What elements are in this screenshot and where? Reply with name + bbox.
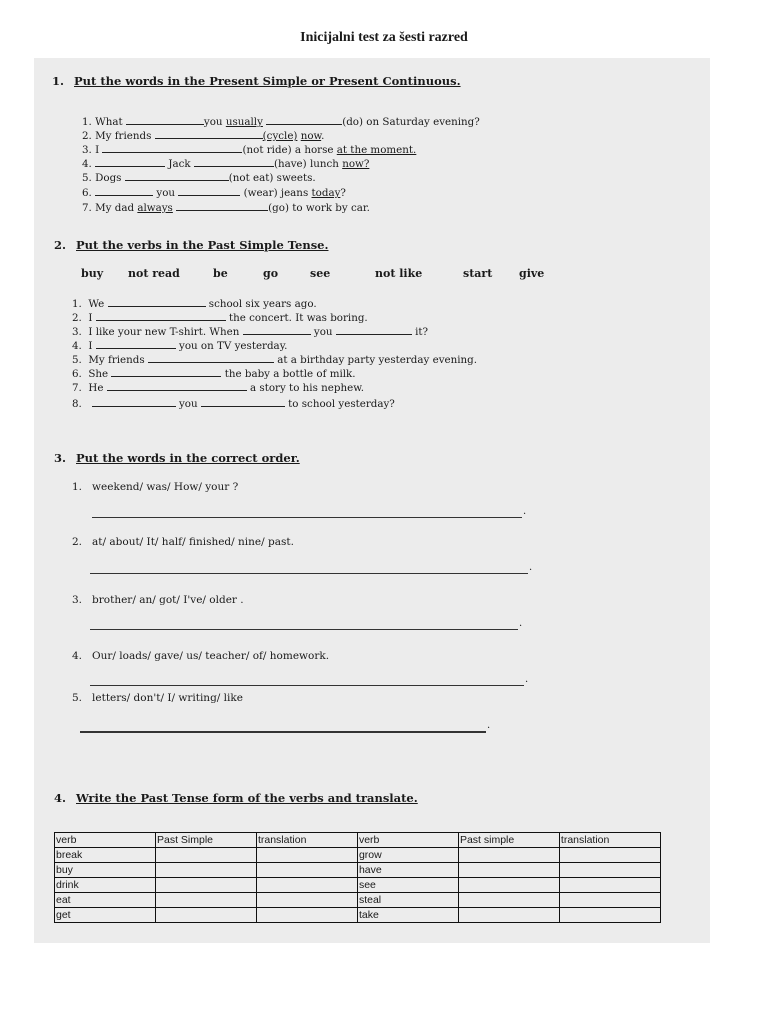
answer-period: . [525, 674, 529, 685]
translation-cell[interactable] [559, 848, 660, 863]
answer-blank[interactable] [194, 156, 274, 167]
answer-blank[interactable] [155, 128, 263, 139]
answer-period: . [487, 720, 491, 731]
verb-cell: drink [55, 878, 156, 893]
translation-cell[interactable] [559, 908, 660, 923]
answer-blank[interactable] [96, 338, 176, 349]
s3-item-3: 3. brother/ an/ got/ I've/ older . [72, 594, 244, 606]
table-row [55, 848, 661, 863]
section1-number: 1. [52, 74, 65, 88]
s1-item-6: 6. you (wear) jeans today? [82, 187, 346, 199]
past-simple-cell[interactable] [458, 908, 559, 923]
verb-cell: break [55, 848, 156, 863]
answer-blank[interactable] [95, 185, 153, 196]
section1-title: Put the words in the Present Simple or Present Continuous. [74, 74, 461, 88]
s1-item-3: 3. I (not ride) a horse at the moment. [82, 144, 417, 156]
s1-item-5: 5. Dogs (not eat) sweets. [82, 172, 316, 184]
translation-cell[interactable] [256, 863, 357, 878]
answer-blank[interactable] [95, 156, 165, 167]
answer-blank[interactable] [243, 324, 311, 335]
answer-blank[interactable] [266, 114, 342, 125]
table-header-cell: Past Simple [155, 833, 256, 848]
verb-cell: take [357, 908, 458, 923]
s2-item-5: 5. My friends at a birthday party yesterday evening. [72, 354, 478, 366]
section4-title: Write the Past Tense form of the verbs and translate. [76, 791, 418, 805]
word-bank-item: not like [375, 267, 423, 280]
section3-title: Put the words in the correct order. [76, 451, 300, 465]
s3-item-1: 1. weekend/ was/ How/ your ? [72, 481, 239, 493]
table-header-cell: verb [55, 833, 156, 848]
answer-blank[interactable] [102, 142, 242, 153]
answer-blank[interactable] [201, 396, 285, 407]
verb-cell: have [357, 863, 458, 878]
s1-item-7: 7. My dad always (go) to work by car. [82, 202, 370, 214]
translation-cell[interactable] [256, 848, 357, 863]
word-bank-item: be [213, 267, 228, 280]
section4-number: 4. [54, 791, 67, 805]
table-row [55, 878, 661, 893]
verb-cell: see [357, 878, 458, 893]
table-row [55, 863, 661, 878]
past-simple-cell[interactable] [155, 893, 256, 908]
section2-title: Put the verbs in the Past Simple Tense. [76, 238, 329, 252]
s2-item-6: 6. She the baby a bottle of milk. [72, 368, 356, 380]
answer-blank[interactable] [125, 170, 229, 181]
section3-heading [54, 451, 300, 465]
table-header-cell: translation [256, 833, 357, 848]
table-row [55, 893, 661, 908]
answer-blank[interactable] [178, 185, 240, 196]
answer-blank[interactable] [336, 324, 412, 335]
s3-item-2: 2. at/ about/ It/ half/ finished/ nine/ past. [72, 536, 294, 548]
section2-heading [54, 238, 328, 252]
verb-table [54, 832, 661, 923]
s1-item-4: 4. Jack (have) lunch now? [82, 158, 370, 170]
translation-cell[interactable] [559, 863, 660, 878]
section2-number: 2. [54, 238, 67, 252]
translation-cell[interactable] [256, 893, 357, 908]
word-bank-item: see [310, 267, 331, 280]
s2-item-1: 1. We school six years ago. [72, 298, 317, 310]
table-header-cell: verb [357, 833, 458, 848]
word-bank-item: give [519, 267, 545, 280]
verb-cell: steal [357, 893, 458, 908]
answer-line[interactable] [92, 517, 522, 518]
answer-blank[interactable] [126, 114, 204, 125]
translation-cell[interactable] [256, 908, 357, 923]
past-simple-cell[interactable] [155, 908, 256, 923]
table-header-cell: translation [559, 833, 660, 848]
s2-item-7: 7. He a story to his nephew. [72, 382, 365, 394]
s2-item-4: 4. I you on TV yesterday. [72, 340, 288, 352]
answer-blank[interactable] [176, 200, 268, 211]
answer-blank[interactable] [108, 296, 206, 307]
verb-cell: grow [357, 848, 458, 863]
translation-cell[interactable] [559, 893, 660, 908]
s2-item-3: 3. I like your new T-shirt. When you it? [72, 326, 429, 338]
answer-line[interactable] [90, 629, 518, 630]
word-bank-item: buy [81, 267, 104, 280]
past-simple-cell[interactable] [458, 893, 559, 908]
verb-cell: get [55, 908, 156, 923]
s3-item-4: 4. Our/ loads/ gave/ us/ teacher/ of/ homework. [72, 650, 330, 662]
past-simple-cell[interactable] [458, 878, 559, 893]
word-bank-item: start [463, 267, 493, 280]
answer-period: . [523, 506, 527, 517]
answer-period: . [529, 562, 533, 573]
translation-cell[interactable] [256, 878, 357, 893]
past-simple-cell[interactable] [458, 863, 559, 878]
table-header-row [55, 833, 661, 848]
section1-heading [52, 74, 461, 88]
answer-blank[interactable] [107, 380, 247, 391]
page-title: Inicijalni test za šesti razred [300, 30, 468, 45]
answer-blank[interactable] [111, 366, 221, 377]
word-bank-item: go [263, 267, 279, 280]
answer-blank[interactable] [92, 396, 176, 407]
past-simple-cell[interactable] [458, 848, 559, 863]
section3-number: 3. [54, 451, 67, 465]
s2-item-2: 2. I the concert. It was boring. [72, 312, 368, 324]
answer-line[interactable] [90, 573, 528, 574]
table-header-cell: Past simple [458, 833, 559, 848]
s3-item-5: 5. letters/ don't/ I/ writing/ like [72, 692, 243, 704]
s1-item-1: 1. What you usually (do) on Saturday evening? [82, 116, 480, 128]
answer-line[interactable] [90, 685, 524, 686]
verb-cell: eat [55, 893, 156, 908]
s2-item-8: 8. you to school yesterday? [72, 398, 395, 410]
verb-cell: buy [55, 863, 156, 878]
s1-item-2: 2. My friends (cycle) now. [82, 130, 325, 142]
past-simple-cell[interactable] [155, 863, 256, 878]
past-simple-cell[interactable] [155, 878, 256, 893]
past-simple-cell[interactable] [155, 848, 256, 863]
table-row [55, 908, 661, 923]
translation-cell[interactable] [559, 878, 660, 893]
answer-blank[interactable] [96, 310, 226, 321]
section4-heading [54, 791, 418, 805]
answer-blank[interactable] [148, 352, 274, 363]
word-bank-item: not read [128, 267, 180, 280]
answer-period: . [519, 618, 523, 629]
answer-line[interactable] [80, 731, 486, 733]
